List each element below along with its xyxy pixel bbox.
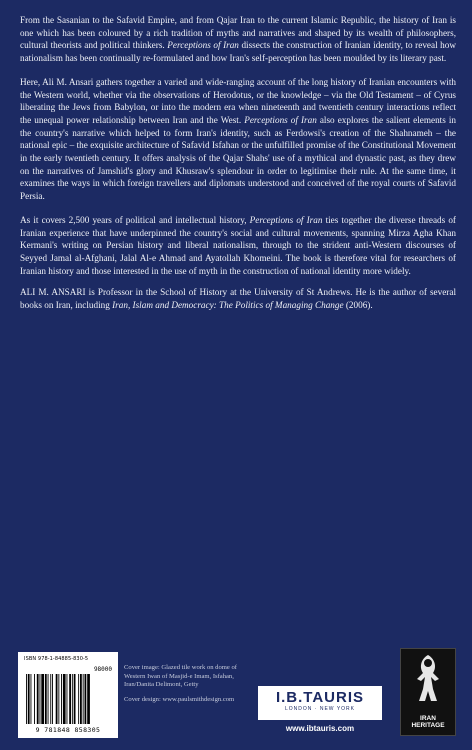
heritage-line2: HERITAGE — [411, 722, 445, 729]
barcode-bar — [28, 674, 30, 724]
heritage-label — [401, 715, 455, 729]
barcode-bar — [48, 674, 49, 724]
barcode-bar — [56, 674, 58, 724]
paragraph-intro — [20, 14, 456, 65]
text-run: ties together the diverse threads of Iranian experience that have underpinned the country's social and cultural movements, spanning Mirza Agha Khan Kermani's writing on Persian history and liberal nationalism, through to the strident anti-Western discourses of Seyyed Jamal al-Afghani, Jalal Al-e Ahmad and Ayatollah Khomeini. The book is therefore vital for researchers of Iranian history and those interested in the use of myth in the construction of national identity more widely. — [20, 214, 456, 276]
text-run: (2006). — [343, 300, 373, 311]
back-cover-text — [20, 14, 456, 323]
text-run: ALI M. ANSARI is Professor in the School of History at the University of St Andrews. He is the author of several books on Iran, including — [20, 287, 456, 311]
iran-heritage-logo — [400, 648, 456, 736]
barcode-bar — [87, 674, 90, 724]
barcode-bar — [63, 674, 66, 724]
barcode-bar — [31, 674, 32, 724]
publisher-cities: LONDON · NEW YORK — [285, 706, 355, 712]
cover-design-credit: Cover design: www.paulsmithdesign.com — [124, 695, 235, 703]
barcode-bar — [41, 674, 44, 724]
book-title-italic: Perceptions of Iran — [167, 40, 239, 51]
isbn-label: ISBN 978-1-84885-830-5 — [24, 656, 89, 662]
barcode-bar — [67, 674, 68, 724]
barcode-bar — [74, 674, 76, 724]
barcode-bar — [40, 674, 41, 724]
publisher-logo — [258, 686, 382, 720]
barcode-bar — [37, 674, 39, 724]
paragraph-author-bio — [20, 286, 456, 311]
publisher-name: I.B.TAURIS — [275, 689, 365, 706]
text-run: dissects the construction of Iranian identity, to reveal how nationalism has been continually re-formulated and how Iran's self-perception has been moulded by its literary past. — [20, 40, 457, 64]
barcode-digits: 9 781848 858305 — [35, 726, 101, 734]
barcode-bar — [72, 674, 73, 724]
barcode-bar — [83, 674, 84, 724]
barcode-bar — [80, 674, 82, 724]
cover-image-credit: Cover image: Glazed tile work on dome of Western Iwan of Masjid-e Imam, Isfahan, Iran/Danita Delimont, Getty — [124, 664, 237, 689]
barcode-bar — [61, 674, 62, 724]
book-title-italic: Iran, Islam and Democracy: The Politics of Managing Change — [112, 300, 344, 311]
barcode-bar — [26, 674, 27, 724]
barcode-bar — [45, 674, 47, 724]
barcode-bar — [34, 674, 35, 724]
barcode-bar — [85, 674, 87, 724]
barcode-bar — [52, 674, 53, 724]
paragraph-encounters — [20, 76, 456, 203]
barcode-bar — [58, 674, 59, 724]
barcode-bar — [78, 674, 79, 724]
text-run: Here, Ali M. Ansari gathers together a varied and wide-ranging account of the long history of Iranian encounters with the Western world, whether via the observations of Herodotus, or the knowledge – via the Old Testament – of Cyrus liberating the Jews from Babylon, or into the modern era when nineteenth and twentieth century interactions reflect the unequal power relationship between Iran and the West. — [20, 76, 456, 125]
text-run: From the Sasanian to the Safavid Empire, and from Qajar Iran to the current Islamic Republic, the history of Iran is one which has been coloured by a rich tradition of myths and narratives and shaped by its wealth of philosophers, cultural theorists and political thinkers. — [20, 15, 456, 51]
paragraph-coverage — [20, 214, 456, 278]
heritage-line1: IRAN — [420, 715, 436, 722]
isbn-barcode — [18, 652, 118, 738]
barcode-bar — [50, 674, 51, 724]
publisher-url: www.ibtauris.com — [285, 724, 355, 733]
figure-emblem-icon — [401, 649, 455, 709]
book-title-italic: Perceptions of Iran — [244, 114, 317, 125]
book-title-italic: Perceptions of Iran — [249, 214, 323, 225]
barcode-bars — [26, 674, 112, 724]
barcode-bar — [69, 674, 71, 724]
cover-credits — [124, 664, 254, 710]
text-run: also explores the salient elements in the country's narrative which helped to form Iran's identity, such as Ferdowsi's creation of the Shahnameh – the national epic – the exquisite architecture of Safavid Isfahan or the unfulfilled promise of the Constitutional Movement in the early twentieth century. It offers analysis of the Qajar Shahs' use of a mythical and dynastic past, as they drew on the narratives of Jamshid's glory and Khusraw's splendour in order to legitimise their rule. At the same time, it examines the ways in which foreign travellers and diplomats understood and conceived of the royal courts of Safavid Persia. — [20, 114, 457, 202]
text-run: As it covers 2,500 years of political and intellectual history, — [20, 214, 250, 225]
price-code: 98000 — [93, 666, 112, 673]
